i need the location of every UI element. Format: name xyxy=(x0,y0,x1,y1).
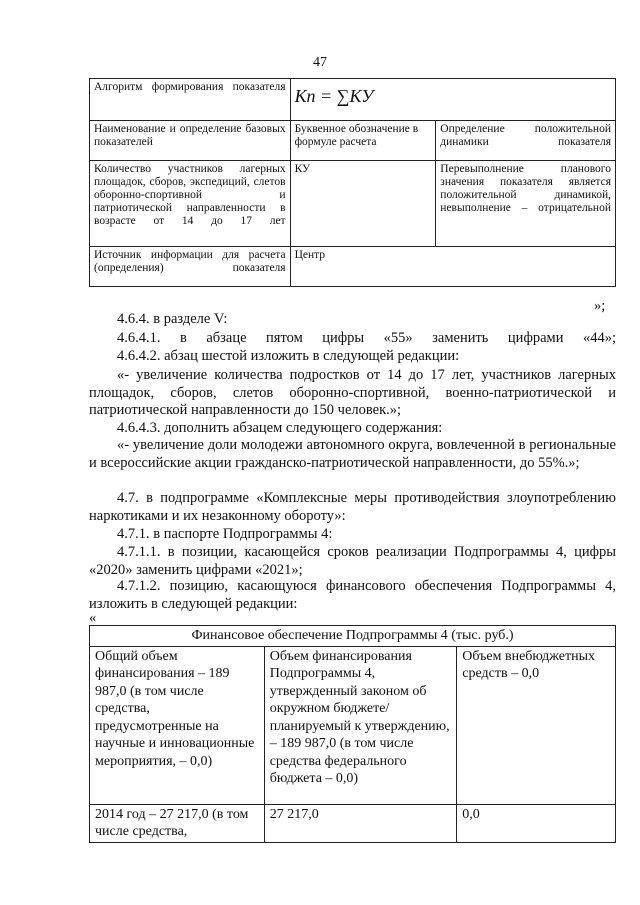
total-funding: Общий объем финансирования – 189 987,0 (в том числе средства, предусмотренные на научные и инновационные мероприятия, – 0,0) xyxy=(90,646,265,804)
paragraph-line: 4.6.4.3. дополнить абзацем следующего содержания: xyxy=(117,420,443,436)
year-2014-extrabudgetary: 0,0 xyxy=(457,804,616,842)
indicator-name: Количество участников лагерных площадок, сборов, экспедиций, слетов оборонно-спортивной и патриотической направленности в возрасте от 14 до 17 лет xyxy=(90,161,291,247)
indicator-code: КУ xyxy=(290,161,436,247)
source-label: Источник информации для расчета (определения) показателя xyxy=(90,247,291,287)
paragraph-line: 4.6.4.1. в абзаце пятом цифры «55» заменить цифрами «44»; xyxy=(117,330,616,346)
indicator-table xyxy=(89,78,616,287)
source-value: Центр xyxy=(290,247,615,287)
budget-funding: Объем финансирования Подпрограммы 4, утвержденный законом об окружном бюджете/ планируемый к утверждению, – 189 987,0 (в том числе средства федерального бюджета – 0,0) xyxy=(264,646,457,804)
paragraph-4-7-1-1: 4.7.1.1. в позиции, касающейся сроков реализации Подпрограммы 4, цифры «2020» заменить цифрами «2021»; xyxy=(89,544,616,578)
header-base-indicators: Наименование и определение базовых показателей xyxy=(90,121,291,161)
opening-quote: « xyxy=(89,610,97,626)
paragraph-line: 4.7.1. в паспорте Подпрограммы 4: xyxy=(117,526,333,542)
paragraph-line: 4.6.4. в разделе V: xyxy=(117,311,228,327)
closing-quote: »; xyxy=(594,298,606,314)
year-2014-label: 2014 год – 27 217,0 (в том числе средства, xyxy=(90,804,265,842)
algorithm-label: Алгоритм формирования показателя xyxy=(90,79,291,121)
year-2014-budget: 27 217,0 xyxy=(264,804,457,842)
paragraph-4-6-4 xyxy=(89,311,616,329)
page-number: 47 xyxy=(313,55,327,70)
quote-youth-share: «- увеличение доли молодежи автономного округа, вовлеченной в региональные и всероссийские акции гражданско-патриотической направленности, до 55%.»; xyxy=(89,437,616,471)
extrabudgetary-funding: Объем внебюджетных средств – 0,0 xyxy=(457,646,616,804)
header-letter-designation: Буквенное обозначение в формуле расчета xyxy=(290,121,436,161)
paragraph-4-7-1 xyxy=(89,526,616,544)
formula-cell xyxy=(290,79,615,121)
finance-table-title: Финансовое обеспечение Подпрограммы 4 (тыс. руб.) xyxy=(90,626,616,647)
paragraph-4-7: 4.7. в подпрограмме «Комплексные меры противодействия злоупотреблению наркотиками и их незаконному обороту»: xyxy=(89,490,616,524)
paragraph-4-7-1-2: 4.7.1.2. позицию, касающуюся финансового обеспечения Подпрограммы 4, изложить в следующей редакции: xyxy=(89,578,616,612)
paragraph-4-6-4-3 xyxy=(89,420,616,438)
paragraph-line: 4.6.4.2. абзац шестой изложить в следующей редакции: xyxy=(117,348,460,364)
formula: Кп = ∑КУ xyxy=(294,86,374,106)
finance-table xyxy=(89,625,616,843)
indicator-dynamics: Перевыполнение планового значения показателя является положительной динамикой, невыполнение – отрицательной xyxy=(436,161,616,247)
paragraph-4-6-4-2 xyxy=(89,348,616,366)
quote-teens: «- увеличение количества подростков от 14 до 17 лет, участников лагерных площадок, сборов, слетов оборонно-спортивной, военно-патриотической и патриотической направленности до 150 человек.»; xyxy=(89,367,616,418)
paragraph-4-6-4-1 xyxy=(89,330,616,348)
header-positive-dynamics: Определение положительной динамики показателя xyxy=(436,121,616,161)
